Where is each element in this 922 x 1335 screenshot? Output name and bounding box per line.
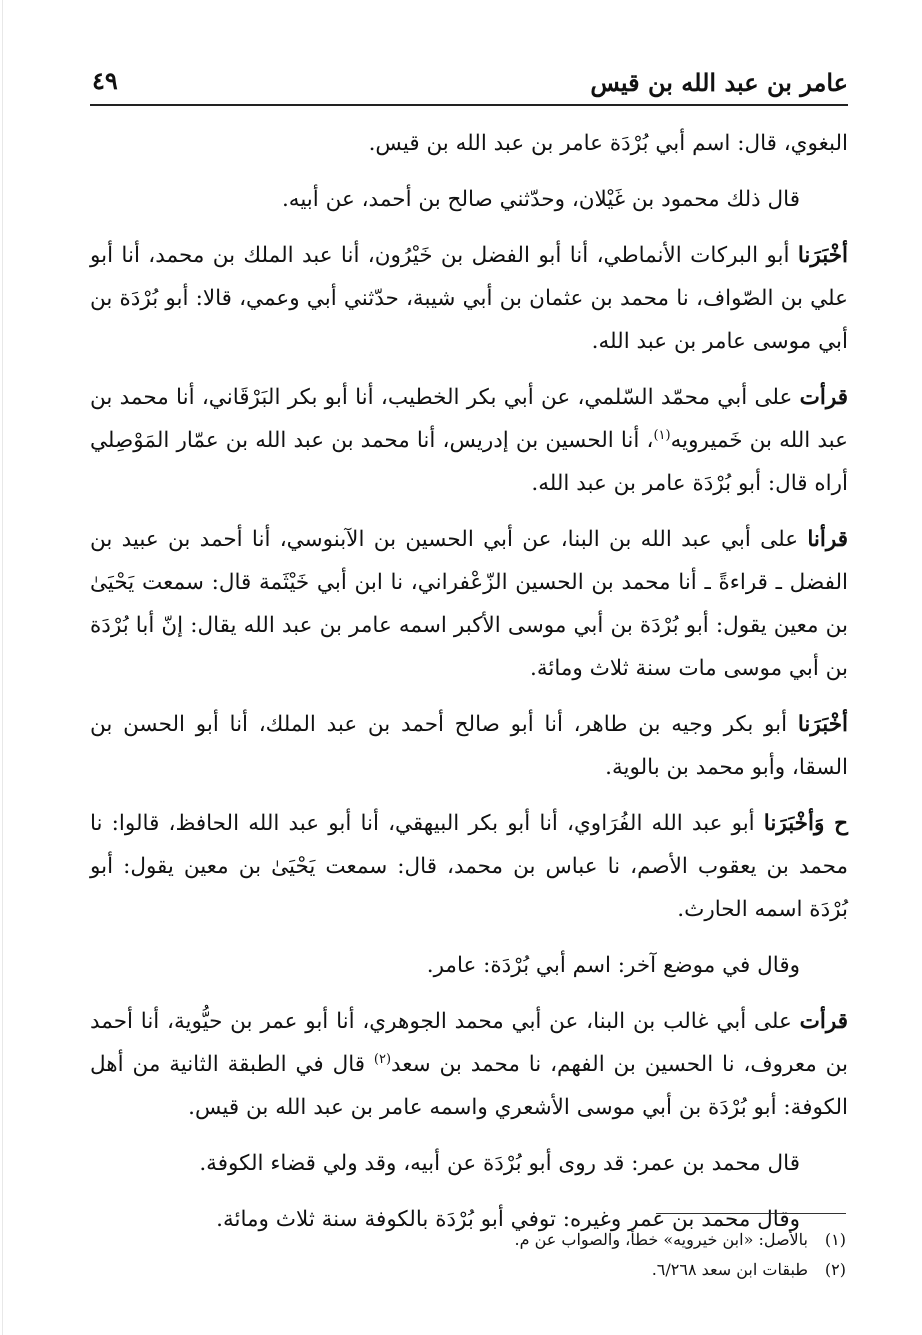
footnote xyxy=(156,1225,846,1255)
footnote-reference[interactable]: (١) xyxy=(653,427,671,443)
footnote-text: طبقات ابن سعد ٦/٢٦٨. xyxy=(651,1260,808,1279)
footnote-separator xyxy=(656,1213,846,1214)
scan-gutter-line xyxy=(2,0,3,1335)
isnad-keyword: أخْبَرَنا xyxy=(797,243,848,268)
isnad-keyword: قرأت xyxy=(799,1009,848,1034)
isnad-keyword: قرأت xyxy=(799,385,848,410)
footnote-number: (١) xyxy=(824,1230,846,1249)
isnad-keyword: ح وَأخْبَرَنا xyxy=(763,811,848,836)
isnad-keyword: قرأنا xyxy=(807,527,848,552)
running-title: عامر بن عبد الله بن قيس xyxy=(590,68,848,97)
paragraph: وقال في موضع آخر: اسم أبي بُرْدَة: عامر. xyxy=(426,953,800,978)
paragraph: وقال محمد بن عمر وغيره: توفي أبو بُرْدَة بالكوفة سنة ثلاث ومائة. xyxy=(216,1207,800,1232)
footnote-reference[interactable]: (٢) xyxy=(373,1051,392,1067)
paragraph: أخْبَرَنا أبو البركات الأنماطي، أنا أبو الفضل بن خَيْرُون، أنا عبد الملك بن محمد، أنا أبو علي بن الصّواف، نا محمد بن عثمان بن أبي شيبة، حدّثني أبي وعمي، قالا: أبو بُرْدَة بن أبي موسى عامر بن عبد الله. xyxy=(90,243,848,354)
paragraph: أخْبَرَنا أبو بكر وجيه بن طاهر، أنا أبو صالح أحمد بن عبد الملك، أنا أبو الحسن بن السقا، وأبو محمد بن بالوية. xyxy=(90,712,848,780)
page-number: ٤٩ xyxy=(92,66,118,95)
paragraph: قرأت على أبي غالب بن البنا، عن أبي محمد الجوهري، أنا أبو عمر بن حيُّوية، أنا أحمد بن معروف، نا الحسين بن الفهم، نا محمد بن سعد$^{(٢)}$ قال في الطبقة الثانية من أهل الكوفة: أبو بُرْدَة بن أبي موسى الأشعري واسمه عامر بن عبد الله بن قيس. xyxy=(90,1009,848,1120)
paragraph: قرأت على أبي محمّد السّلمي، عن أبي بكر الخطيب، أنا أبو بكر البَرْقَاني، أنا محمد بن عبد الله بن خَميرويه$^{(١)}$، أنا الحسين بن إدريس، أنا محمد بن عبد الله بن عمّار المَوْصِلي أراه قال: أبو بُرْدَة عامر بن عبد الله. xyxy=(90,385,848,496)
footnote-text: بالأصل: «ابن خيرويه» خطأ، والصواب عن م. xyxy=(514,1230,808,1249)
footnote-number: (٢) xyxy=(824,1260,846,1279)
isnad-keyword: أخْبَرَنا xyxy=(797,712,848,737)
footnote xyxy=(156,1255,846,1285)
footnotes xyxy=(156,1225,846,1285)
page-header xyxy=(88,62,848,100)
paragraph: البغوي، قال: اسم أبي بُرْدَة عامر بن عبد الله بن قيس. xyxy=(368,131,848,156)
paragraph: قرأنا على أبي عبد الله بن البنا، عن أبي الحسين بن الآبنوسي، أنا أحمد بن عبيد بن الفضل ـ قراءةً ـ أنا محمد بن الحسين الزّعْفراني، نا ابن أبي خَيْثَمة قال: سمعت يَحْيَىٰ بن معين يقول: أبو بُرْدَة بن أبي موسى الأكبر اسمه عامر بن عبد الله يقال: إنّ أبا بُرْدَة بن أبي موسى مات سنة ثلاث ومائة. xyxy=(90,527,848,681)
header-rule xyxy=(90,104,848,106)
paragraph: ح وَأخْبَرَنا أبو عبد الله الفُرَاوي، أنا أبو بكر البيهقي، أنا أبو عبد الله الحافظ، قالوا: نا محمد بن يعقوب الأصم، نا عباس بن محمد، قال: سمعت يَحْيَىٰ بن معين يقول: أبو بُرْدَة اسمه الحارث. xyxy=(90,811,848,922)
main-text xyxy=(90,122,848,1254)
paragraph: قال محمد بن عمر: قد روى أبو بُرْدَة عن أبيه، وقد ولي قضاء الكوفة. xyxy=(199,1151,800,1176)
paragraph: قال ذلك محمود بن غَيْلان، وحدّثني صالح بن أحمد، عن أبيه. xyxy=(281,187,800,212)
